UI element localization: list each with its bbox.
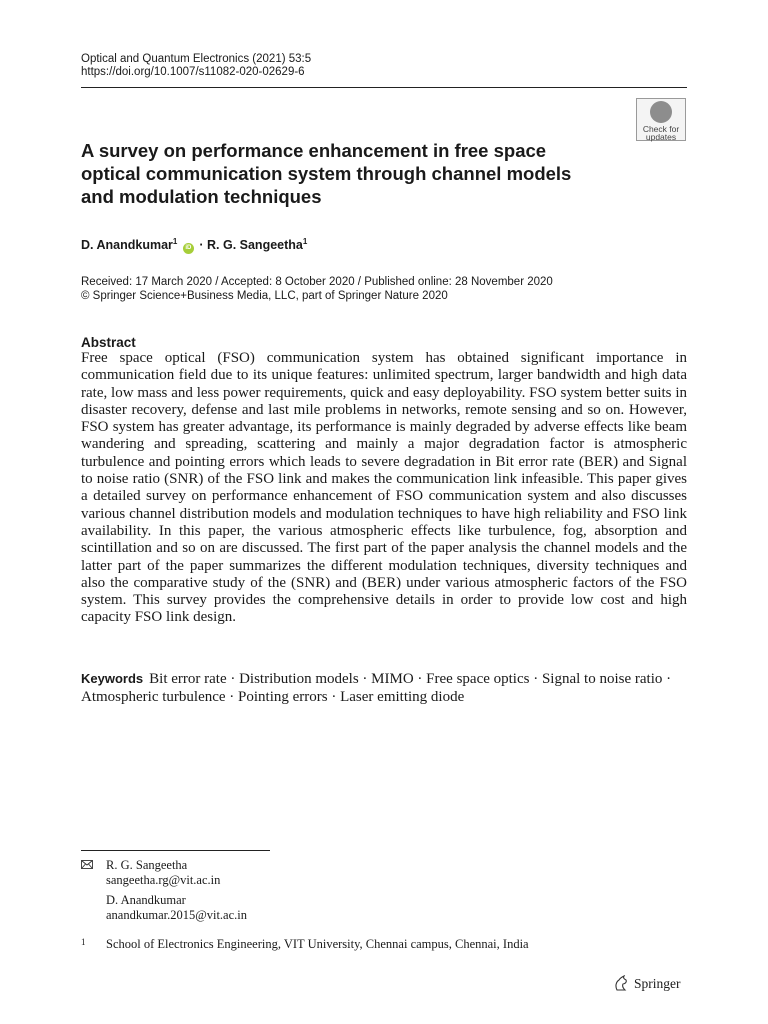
badge-line-1: Check for [642, 124, 680, 134]
affiliation-number: 1 [81, 937, 86, 947]
coauthor-email[interactable]: anandkumar.2015@vit.ac.in [106, 908, 247, 922]
title-line-1: A survey on performance enhancement in free space [81, 140, 547, 161]
corresponding-author-name: R. G. Sangeetha [106, 858, 188, 872]
check-for-updates-badge[interactable] [636, 98, 686, 141]
corresponding-author-email[interactable]: sangeetha.rg@vit.ac.in [106, 873, 221, 887]
affiliation-marker: 1 [172, 237, 178, 246]
envelope-icon [81, 860, 93, 869]
keywords-label: Keywords [81, 671, 144, 686]
badge-line-2: updates [645, 132, 677, 142]
keywords-list: Bit error rate · Distribution models · MIMO · Free space optics · Signal to noise ratio · Atmospheric turbulence · Pointing errors · Laser emitting diode [81, 671, 672, 705]
footnote-divider [81, 850, 270, 851]
publisher-name: Springer [634, 976, 681, 991]
affiliation-marker: 1 [302, 237, 308, 246]
title-line-3: and modulation techniques [81, 186, 322, 207]
header-divider [81, 87, 687, 88]
author-separator: · [199, 238, 204, 252]
copyright-notice: © Springer Science+Business Media, LLC, part of Springer Nature 2020 [81, 290, 448, 302]
affiliation-text: School of Electronics Engineering, VIT University, Chennai campus, Chennai, India [106, 937, 529, 951]
coauthor-name: D. Anandkumar [106, 893, 186, 907]
doi-link[interactable]: https://doi.org/10.1007/s11082-020-02629-6 [81, 66, 305, 78]
springer-horse-icon [612, 975, 630, 992]
author-name[interactable]: R. G. Sangeetha [207, 238, 303, 252]
paper-title [81, 139, 621, 208]
abstract-text: Free space optical (FSO) communication system has obtained significant importance in communication field due to its unique features: unlimited spectrum, larger bandwidth and high data rate, low mass and less power requirements, quick and easy deployability. FSO system better suits in disaster recovery, defense and last mile problems in networks, remote sensing and so on. However, FSO system has greater advantage, its performance is mainly degraded by adverse effects like beam wandering and spreading, scattering and mainly a major degradation factor is atmospheric turbulence and pointing errors which leads to severe degradation in Bit error rate (BER) and Signal to noise ratio (SNR) of the FSO link and makes the communication link infeasible. This paper gives a detailed survey on performance enhancement of FSO communication system and also discusses various channel distribution models and modulation techniques to have high reliability and FSO link availability. In this paper, the various atmospheric effects like turbulence, fog, absorption and scintillation and so on are discussed. The first part of the paper analysis the channel models and the latter part of the paper summarizes the different modulation techniques, diversity techniques and also the comparative study of the (SNR) and (BER) under various atmospheric factors of the FSO system. This survey provides the comprehensive details in order to provide low cost and high capacity FSO link design. [81, 350, 687, 626]
abstract-heading: Abstract [81, 335, 136, 350]
publication-dates: Received: 17 March 2020 / Accepted: 8 October 2020 / Published online: 28 November 2020 [81, 276, 553, 288]
author-list [81, 234, 307, 254]
crossmark-icon [650, 101, 672, 123]
author-name[interactable]: D. Anandkumar [81, 238, 173, 252]
journal-citation: Optical and Quantum Electronics (2021) 53:5 [81, 53, 312, 65]
orcid-icon[interactable]: iD [183, 243, 194, 254]
keywords-section [81, 670, 687, 706]
title-line-2: optical communication system through channel models [81, 163, 572, 184]
